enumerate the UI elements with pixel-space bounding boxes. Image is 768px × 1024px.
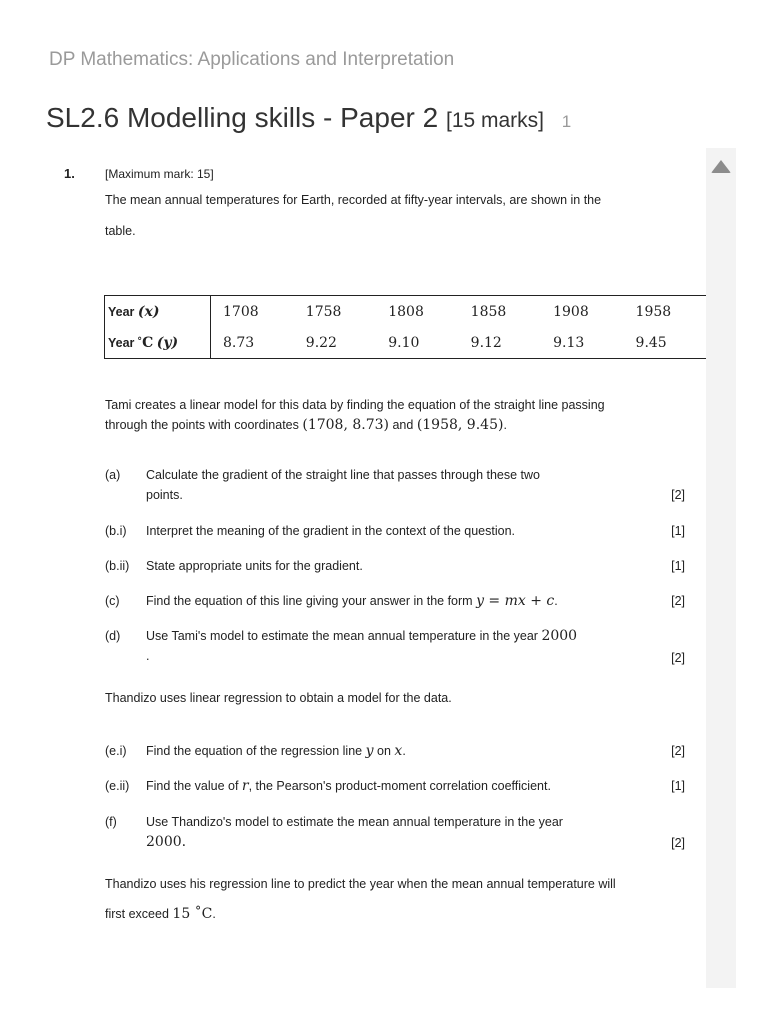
part-text: Find the equation of the regression line y on x. <box>146 743 406 759</box>
temperature-table <box>104 295 706 359</box>
table-row <box>105 296 707 328</box>
year-cell: 1808 <box>388 303 424 320</box>
part-text: State appropriate units for the gradient. <box>146 559 363 573</box>
year-cell: 1958 <box>635 303 672 320</box>
part-marks: [1] <box>671 779 685 793</box>
part-label: (f) <box>105 815 117 829</box>
page-title <box>46 102 571 134</box>
part-marks: [1] <box>671 559 685 573</box>
part-label: (e.ii) <box>105 779 130 793</box>
temperature-cell: 9.22 <box>305 334 337 351</box>
part-text: Interpret the meaning of the gradient in the context of the question. <box>146 524 515 538</box>
part-c <box>105 591 685 611</box>
table-row <box>105 327 707 359</box>
tami-line-1: Tami creates a linear model for this data by finding the equation of the straight line passing <box>105 398 605 412</box>
part-label: (d) <box>105 629 121 643</box>
part-a <box>105 465 685 507</box>
temperature-cell: 9.45 <box>635 334 667 351</box>
part-b-i <box>105 521 685 541</box>
row-header-temperature: Year ˚C (y) <box>105 327 211 359</box>
thandizo-line-1: Thandizo uses linear regression to obtain a model for the data. <box>105 691 452 705</box>
temperature-cell: 8.73 <box>223 334 255 351</box>
question-number: 1. <box>64 166 75 181</box>
year-cell: 1858 <box>470 303 507 320</box>
reference-link[interactable]: 1 <box>561 112 572 131</box>
point-1: (1708, 8.73) <box>302 417 389 433</box>
row-header-year: Year (x) <box>105 296 211 328</box>
part-e-ii <box>105 776 685 796</box>
part-marks: [2] <box>671 488 685 502</box>
part-marks: [2] <box>671 836 685 850</box>
temperature-cell: 9.10 <box>388 334 420 351</box>
title-marks: [15 marks] <box>445 109 545 132</box>
part-label: (b.ii) <box>105 559 130 573</box>
part-marks: [1] <box>671 524 685 538</box>
part-label: (b.i) <box>105 524 127 538</box>
title-text: SL2.6 Modelling skills - Paper 2 <box>46 102 439 133</box>
temperature-threshold: 15 ˚C <box>172 906 213 922</box>
year-cell: 1758 <box>305 303 342 320</box>
part-marks: [2] <box>671 744 685 758</box>
thandizo-line-3: first exceed 15 ˚C. <box>105 906 216 922</box>
part-label: (a) <box>105 468 121 482</box>
part-label: (e.i) <box>105 744 127 758</box>
part-f <box>105 812 685 854</box>
scrollbar-track[interactable] <box>706 148 736 988</box>
year-cell: 1708 <box>223 303 259 320</box>
point-2: (1958, 9.45) <box>416 417 504 433</box>
part-marks: [2] <box>671 594 685 608</box>
part-e-i <box>105 741 685 761</box>
year-cell: 1908 <box>553 303 589 320</box>
part-label: (c) <box>105 594 120 608</box>
temperature-cell: 9.12 <box>470 334 502 351</box>
part-text: Find the value of r, the Pearson's product-moment correlation coefficient. <box>146 778 551 794</box>
subject-heading: DP Mathematics: Applications and Interpretation <box>49 49 455 70</box>
part-b-ii <box>105 556 685 576</box>
thandizo-line-2: Thandizo uses his regression line to predict the year when the mean annual temperature will <box>105 877 616 891</box>
intro-line-1: The mean annual temperatures for Earth, recorded at fifty-year intervals, are shown in the <box>105 193 602 207</box>
maximum-mark: [Maximum mark: 15] <box>105 167 214 181</box>
part-text: Find the equation of this line giving your answer in the form y = mx + c. <box>146 593 558 609</box>
part-text: Use Tami's model to estimate the mean annual temperature in the year 2000 . <box>146 628 578 663</box>
temperature-cell: 9.13 <box>553 334 585 351</box>
part-d <box>105 626 685 668</box>
scroll-up-icon[interactable] <box>711 160 731 173</box>
part-text: Use Thandizo's model to estimate the mean annual temperature in the year 2000. <box>146 815 563 850</box>
tami-line-2: through the points with coordinates (1708, 8.73) and (1958, 9.45). <box>105 417 507 433</box>
intro-line-2: table. <box>105 224 136 238</box>
part-marks: [2] <box>671 651 685 665</box>
part-text: Calculate the gradient of the straight line that passes through these two points. <box>146 468 540 502</box>
